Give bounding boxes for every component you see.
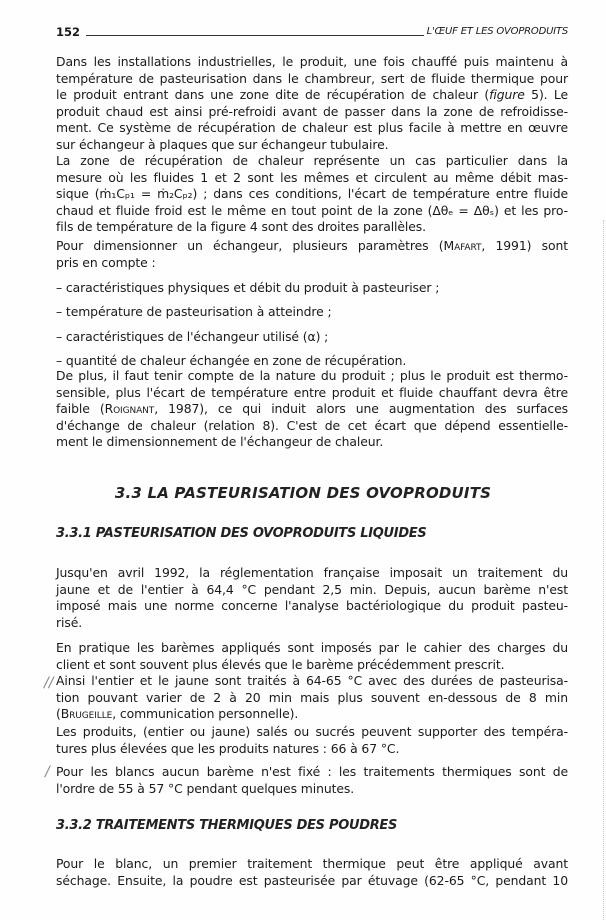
text-line: ment. Ce système de récupération de chaleur est plus facile à mettre en œuvre [56, 120, 568, 136]
text-line: faible (Roignant, 1987), ce qui induit alors une augmentation des surfaces [56, 401, 568, 417]
text-line: fils de température de la figure 4 sont des droites parallèles. [56, 219, 426, 235]
page-number: 152 [56, 25, 81, 39]
citation-author: Roignant [104, 401, 155, 417]
paragraph-parameters [56, 238, 568, 271]
text-line: sique (ṁ₁Cₚ₁ = ṁ₂Cₚ₂) ; dans ces conditions, l'écart de température entre fluide [56, 186, 568, 202]
citation-author: Mafart [443, 238, 482, 253]
text-line: jaune et de l'entier à 64,4 °C pendant 2,5 min. Depuis, aucun barème n'est [56, 581, 568, 597]
paragraph-treatment-durations [56, 673, 568, 723]
text-line: imposé mais une norme concerne l'analyse bactériologique du produit pasteu- [56, 598, 568, 614]
paragraph-heat-recovery [56, 54, 568, 154]
text-line: chaud et fluide froid est le même en tout point de la zone (Δθₑ = Δθₛ) et les pro- [56, 202, 568, 218]
text-line: De plus, il faut tenir compte de la nature du produit ; plus le produit est thermo- [56, 368, 568, 383]
text-line: tures plus élevées que les produits natures : 66 à 67 °C. [56, 740, 400, 756]
parameter-list [56, 276, 568, 373]
text-line: le produit entrant dans une zone dite de récupération de chaleur (figure 5). Le [56, 87, 568, 103]
handwritten-margin-mark: // [44, 675, 54, 691]
list-item: – caractéristiques de l'échangeur utilisé (α) ; [56, 328, 329, 344]
paragraph-product-nature [56, 368, 568, 451]
figure-reference: figure [489, 87, 525, 103]
paragraph-practice [56, 640, 568, 673]
text-line: mesure où les fluides 1 et 2 sont les mêmes et circulent au même débit mas- [56, 169, 568, 185]
text-line: température de pasteurisation dans le chambreur, sert de fluide thermique pour [56, 70, 568, 86]
paragraph-powder-treatment [56, 856, 568, 889]
text-line: La zone de récupération de chaleur représente un cas particulier dans la [56, 153, 568, 168]
running-header [56, 22, 568, 38]
text-line: (Brugeille, communication personnelle). [56, 706, 299, 722]
text-line: Pour dimensionner un échangeur, plusieurs paramètres (Mafart, 1991) sont [56, 238, 568, 253]
scan-edge-line [603, 220, 604, 920]
text-line: séchage. Ensuite, la poudre est pasteurisée par étuvage (62-65 °C, pendant 10 [56, 872, 568, 888]
text-line: Dans les installations industrielles, le produit, une fois chauffé puis maintenu à [56, 54, 568, 69]
running-title: L'ŒUF ET LES OVOPRODUITS [426, 26, 568, 37]
text-line: produit chaud est ainsi pré-refroidi avant de passer dans la zone de refroidisse- [56, 103, 568, 119]
text-line: Ainsi l'entier et le jaune sont traités à 64-65 °C avec des durées de pasteurisa- [56, 673, 568, 688]
text-line: l'ordre de 55 à 57 °C pendant quelques minutes. [56, 780, 355, 796]
paragraph-regulation [56, 565, 568, 631]
text-line: risé. [56, 614, 83, 630]
text-line: Pour le blanc, un premier traitement thermique peut être appliqué avant [56, 856, 568, 871]
text-line: tion pouvant varier de 2 à 20 min mais plus souvent en-dessous de 8 min [56, 689, 568, 705]
subsection-heading-liquids: 3.3.1 PASTEURISATION DES OVOPRODUITS LIQUIDES [56, 526, 427, 541]
list-item: – quantité de chaleur échangée en zone de récupération. [56, 352, 407, 368]
text-line: En pratique les barèmes appliqués sont imposés par le cahier des charges du [56, 640, 568, 655]
text-line: Jusqu'en avril 1992, la réglementation française imposait un traitement du [56, 565, 568, 580]
text-line: client et sont souvent plus élevés que le barème précédemment prescrit. [56, 656, 505, 672]
text-line: Pour les blancs aucun barème n'est fixé : les traitements thermiques sont de [56, 764, 568, 779]
text-line: pris en compte : [56, 254, 156, 270]
text-line: Les produits, (entier ou jaune) salés ou sucrés peuvent supporter des tempéra- [56, 724, 568, 739]
list-item: – température de pasteurisation à atteindre ; [56, 304, 332, 320]
text-line: ment le dimensionnement de l'échangeur de chaleur. [56, 434, 384, 450]
text-line: sensible, plus l'écart de température entre produit et fluide chauffant devra être [56, 384, 568, 400]
section-heading: 3.3 LA PASTEURISATION DES OVOPRODUITS [114, 484, 492, 502]
list-item: – caractéristiques physiques et débit du produit à pasteuriser ; [56, 280, 440, 295]
handwritten-margin-mark: / [45, 764, 50, 780]
header-rule [86, 35, 424, 36]
text-line: sur échangeur à plaques que sur échangeur tubulaire. [56, 136, 389, 152]
paragraph-whites [56, 764, 568, 797]
paragraph-recovery-zone [56, 153, 568, 236]
paragraph-salted-sugared [56, 724, 568, 757]
text-line: d'échange de chaleur (relation 8). C'est de cet écart que dépend essentielle- [56, 417, 568, 433]
subsection-heading-powders: 3.3.2 TRAITEMENTS THERMIQUES DES POUDRES [56, 818, 398, 833]
citation-author: Brugeille [60, 706, 113, 722]
